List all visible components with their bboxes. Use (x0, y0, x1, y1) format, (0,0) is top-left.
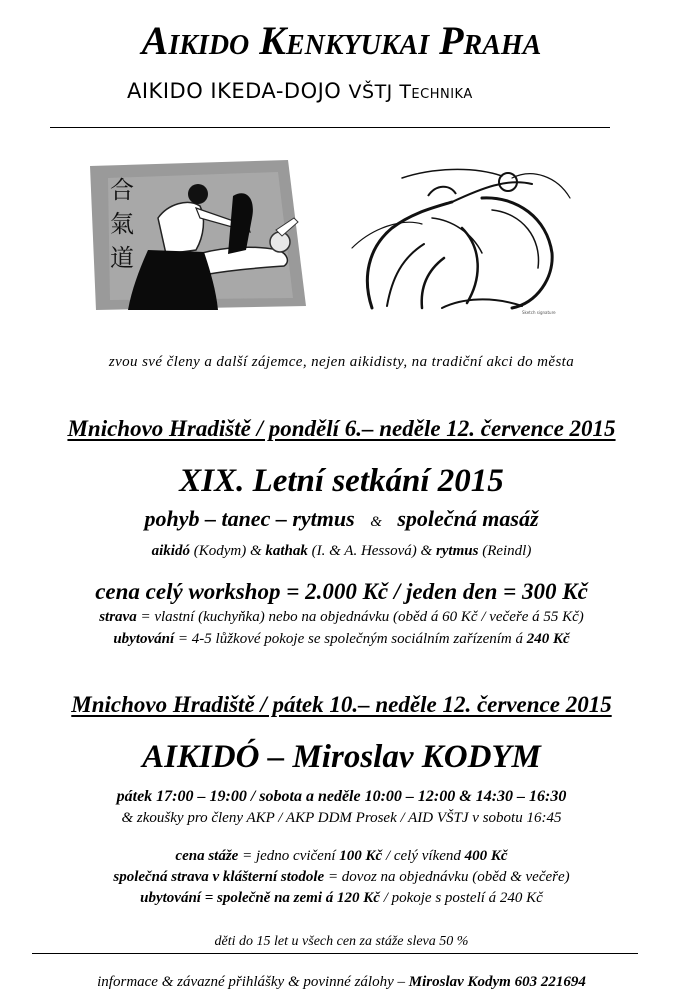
event1-subtitle (0, 505, 683, 536)
event1-lead-text3: (Reindl) (478, 543, 532, 559)
footer-info-text: informace & závazné přihlášky & povinné zálohy – (97, 974, 409, 990)
page-title (0, 18, 683, 64)
event1-place-date: Mnichovo Hradiště / pondělí 6.– neděle 12. července 2015 (67, 416, 616, 441)
event1-lead-text1: (Kodym) & (189, 543, 266, 559)
event2-fee-single: 100 Kč (339, 848, 383, 864)
kanji-do: 道 (110, 244, 134, 272)
event1-price: cena celý workshop = 2.000 Kč / jeden den = 300 Kč (95, 579, 588, 604)
event1-lodging-label: ubytování (113, 631, 175, 647)
event1-lodging-text: = 4-5 lůžkové pokoje se společným sociálním zařízením á (174, 631, 527, 647)
aikido-photo-graphic (88, 158, 313, 318)
event1-subtitle-amp: & (370, 514, 382, 530)
invitation-text: zvou své členy a další zájemce, nejen aikidisty, na tradiční akci do města (108, 354, 575, 370)
event2-fee-weekend: 400 Kč (464, 848, 508, 864)
footer-contact: Miroslav Kodym 603 221694 (408, 974, 586, 990)
event2-stay-label: ubytování = společně na zemi á 120 Kč (140, 890, 380, 906)
event2-exams: & zkoušky pro členy AKP / AKP DDM Prosek / AID VŠTJ v sobotu 16:45 (121, 810, 562, 826)
page-subtitle (127, 78, 473, 105)
kanji-ki: 氣 (110, 210, 134, 238)
aikido-photo (88, 158, 313, 318)
aikido-sketch-graphic (332, 158, 582, 318)
event2-meals (0, 867, 683, 887)
event1-lead-kathak: kathak (265, 543, 308, 559)
event1-lodging-price: 240 Kč (526, 631, 570, 647)
event2-stay-text: / pokoje s postelí á 240 Kč (379, 890, 543, 906)
header-divider (50, 127, 610, 128)
subtitle-dojo: AIKIDO IKEDA-DOJO (127, 79, 349, 103)
event1-food-label: strava (99, 609, 137, 625)
event1-title: XIX. Letní setkání 2015 (179, 463, 504, 499)
event2-schedule: pátek 17:00 – 19:00 / sobota a neděle 10:00 – 12:00 & 14:30 – 16:30 (116, 788, 567, 805)
event2-meals-text: = dovoz na objednávku (oběd & večeře) (324, 869, 570, 885)
event2-fee-label: cena stáže (175, 848, 239, 864)
subtitle-club: VŠTJ Technika (348, 81, 473, 103)
event2-meals-label: společná strava v klášterní stodole (113, 869, 325, 885)
event2-stay (0, 888, 683, 908)
sketch-signature: Sketch signature (522, 310, 556, 315)
footer-info (0, 972, 683, 992)
event1-food-text: = vlastní (kuchyňka) nebo na objednávku (oběd á 60 Kč / večeře á 55 Kč) (136, 609, 584, 625)
kanji-ai: 合 (110, 176, 134, 204)
event1-lead-text2: (I. & A. Hessová) & (307, 543, 436, 559)
aikido-sketch (332, 158, 582, 318)
event2-fee-text1: = jedno cvičení (238, 848, 340, 864)
event1-lead (0, 541, 683, 561)
event2-fee-text2: / celý víkend (382, 848, 465, 864)
event2-place-date: Mnichovo Hradiště / pátek 10.– neděle 12. července 2015 (71, 692, 612, 717)
event2-title: AIKIDÓ – Miroslav KODYM (142, 739, 541, 775)
event1-food (0, 607, 683, 627)
event2-fee (0, 846, 683, 866)
event1-lead-rytmus: rytmus (435, 543, 479, 559)
event2-discount: děti do 15 let u všech cen za stáže sleva 50 % (214, 934, 469, 949)
event1-subtitle-b: společná masáž (397, 506, 539, 531)
title-text: Aikido Kenkyukai Praha (141, 18, 542, 63)
event1-subtitle-a: pohyb – tanec – rytmus (144, 506, 355, 531)
event1-lead-aikido: aikidó (151, 543, 190, 559)
event1-lodging (0, 629, 683, 649)
footer-divider (32, 953, 638, 954)
